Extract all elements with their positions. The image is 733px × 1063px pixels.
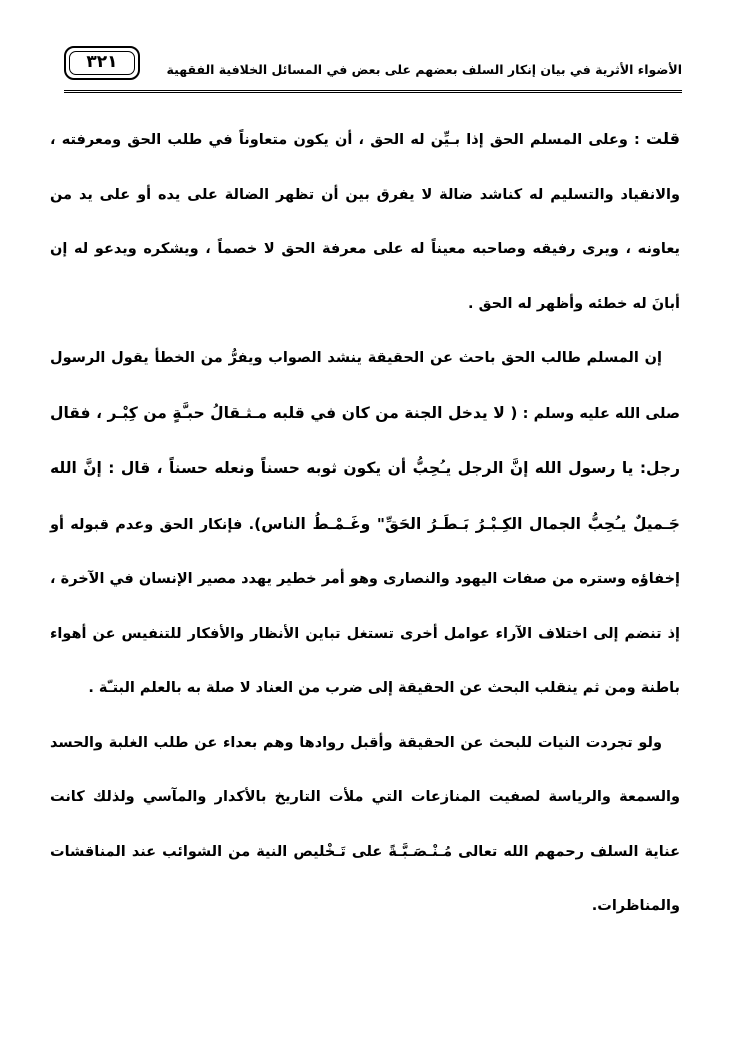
body-text: [50, 112, 680, 934]
running-title: الأضواء الأثرية في بيان إنكار السلف بعضهم على بعض في المسائل الخلافية الفقهية: [166, 62, 682, 77]
page-number-frame: [64, 46, 140, 80]
header-rule: [64, 90, 682, 93]
page-header: [64, 40, 682, 98]
hadith-quote: ( لا يدخل الجنة من كان في قلبه مـثـقالُ حبـَّةٍ من كِبْـر ، فقال رجل: يا رسول الله إنَّ الرجل يـُحِبُّ أن يكون ثوبه حسناً ونعله حسناً ، قال : إنَّ الله جَـميلٌ يـُحِبُّ الجمال الكِـبْـرُ بَـطَـرُ الحَقِّ" وغَـمْـطُ الناس): [50, 403, 680, 533]
paragraph-1-text: : وعلى المسلم الحق إذا بـيِّن له الحق ، أن يكون متعاوناً في طلب الحق ومعرفته ، والانقياد والتسليم له كناشد ضالة لا يفرق بين أن تظهر الضالة على يده أو على يد من يعاونه ، ويرى رفيقه وصاحبه معيناً له على معرفة الحق لا خصماً ، ويشكره ويدعو له إن أبانَ له خطئه وأظهر له الحق .: [50, 132, 680, 312]
paragraph-1: [50, 112, 680, 331]
paragraph-2: [50, 331, 680, 716]
paragraph-2-rest: . فإنكار الحق وعدم قبوله أو إخفاؤه وستره من صفات اليهود والنصارى وهو أمر خطير يهدد مصير الإنسان في الآخرة ، إذ تنضم إلى اختلاف الآراء عوامل أخرى تستغل تباين الأنظار والأفكار للتنفيس عن أهواء باطنة ومن ثم ينقلب البحث عن الحقيقة إلى ضرب من العناد لا صلة به بالعلم البتـّة .: [50, 516, 680, 696]
paragraph-3-text: ولو تجردت النيات للبحث عن الحقيقة وأقبل روادها وهم بعداء عن طلب الغلبة والحسد والسمعة والرياسة لصفيت المنازعات التي ملأت التاريخ بالأكدار والمآسي ولذلك كانت عناية السلف رحمهم الله تعالى مُـنْـصَـبَّـةً على تَـخْليص النية من الشوائب عند المناقشات والمناظرات.: [50, 734, 680, 914]
qultu-lead: قلت: [646, 129, 680, 148]
paragraph-3: [50, 716, 680, 934]
page-number: ٣٢١: [86, 52, 118, 72]
paragraph-2-intro: إن المسلم طالب الحق باحث عن الحقيقة ينشد الصواب ويفرُّ من الخطأ يقول الرسول صلى الله عليه وسلم :: [50, 350, 680, 422]
